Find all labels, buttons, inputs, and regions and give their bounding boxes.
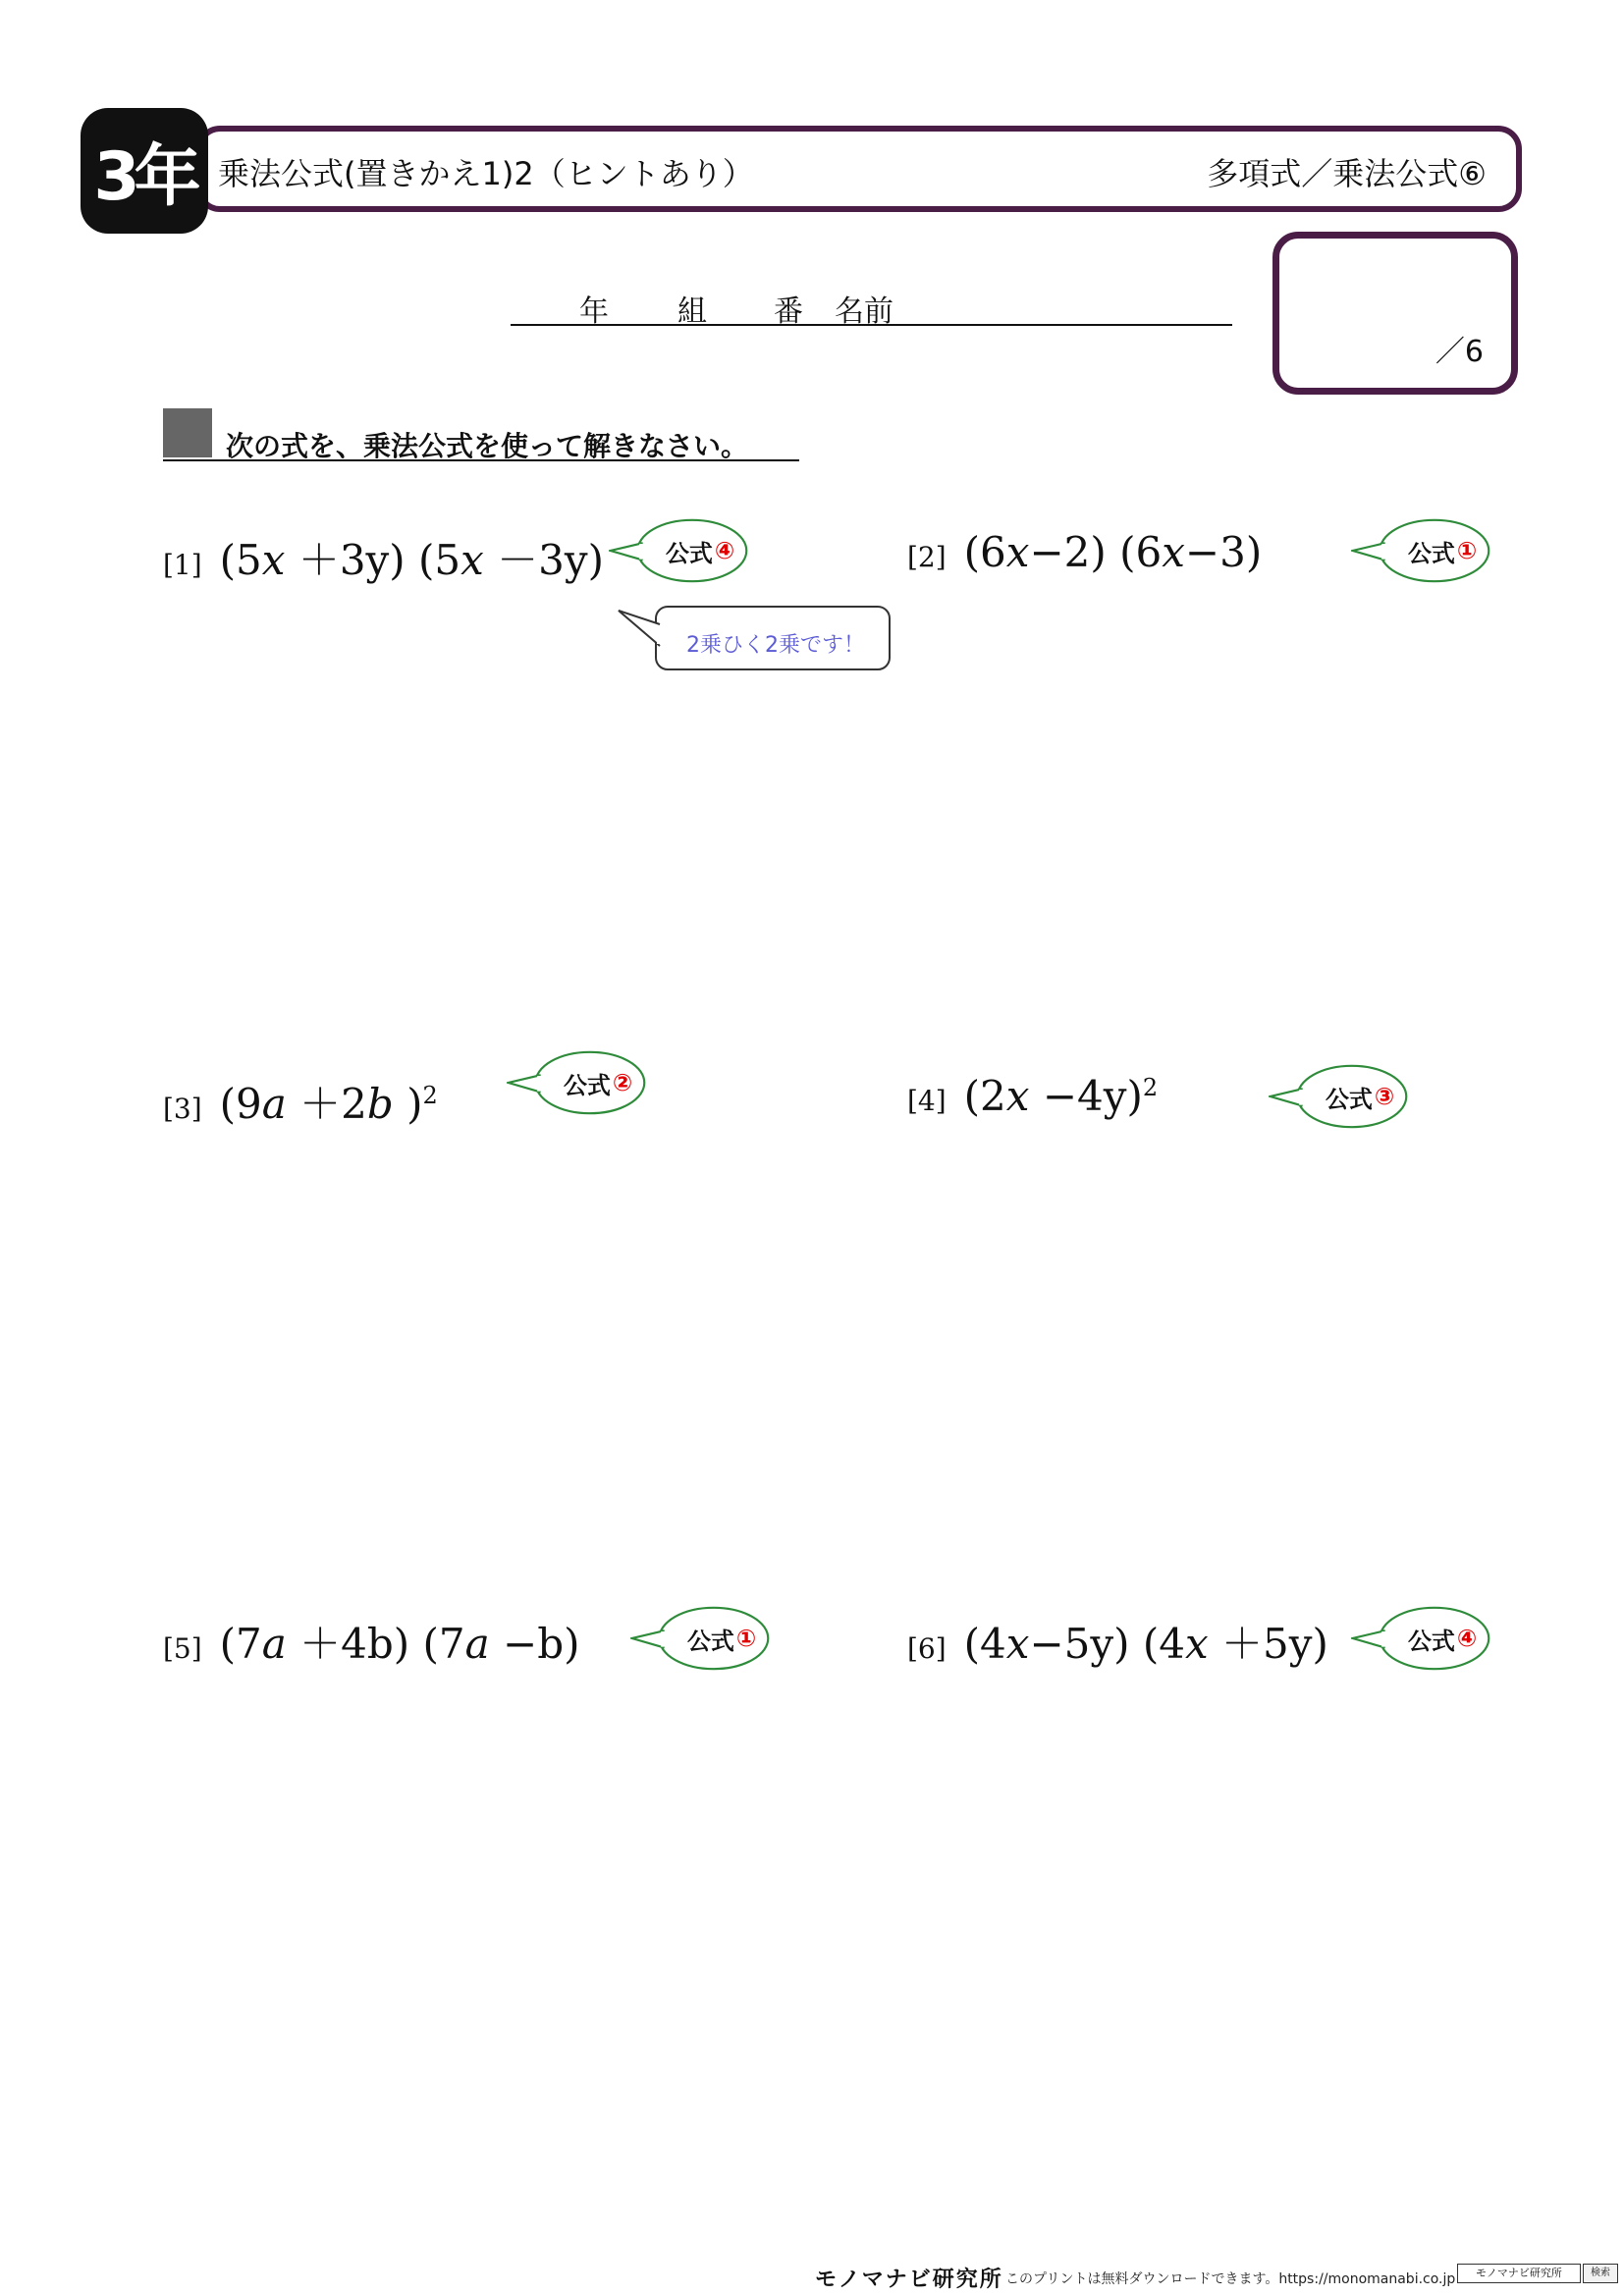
formula-bubble-1	[630, 512, 770, 589]
score-total: ／6	[1435, 335, 1484, 369]
formula-label: 公式	[1407, 539, 1455, 567]
formula-number: ②	[612, 1069, 633, 1096]
formula-number: ①	[735, 1625, 757, 1652]
formula-number: ④	[1456, 1625, 1478, 1652]
footer-text: このプリントは無料ダウンロードできます。https://monomanabi.co.jp	[1005, 2271, 1456, 2287]
formula-label: 公式	[1325, 1085, 1373, 1113]
formula-number: ④	[714, 537, 735, 564]
formula-bubble-6	[1373, 1600, 1512, 1677]
hint-text: 2乗ひく2乗です！	[686, 632, 865, 658]
name-label: 名前	[835, 294, 893, 329]
problem-number: [2]	[907, 541, 947, 573]
problem-number: [3]	[163, 1093, 202, 1125]
problem-2: [2] (6x−2) (6x−3)	[907, 528, 1263, 576]
year-label: 年	[579, 294, 609, 329]
name-line[interactable]	[511, 285, 1232, 329]
section-marker	[163, 408, 212, 457]
problem-number: [1]	[163, 549, 202, 581]
footer-search-input[interactable]: モノマナビ研究所	[1457, 2264, 1581, 2283]
problem-5: [5] (7a ＋4b) (7a −b)	[163, 1620, 580, 1668]
formula-bubble-2	[1373, 512, 1512, 589]
formula-label: 公式	[563, 1071, 611, 1099]
footer-search-button[interactable]: 検索	[1583, 2264, 1618, 2283]
formula-number: ①	[1456, 537, 1478, 564]
problem-6: [6] (4x−5y) (4x ＋5y)	[907, 1620, 1328, 1668]
problem-number: [4]	[907, 1085, 947, 1117]
number-label: 番	[774, 294, 803, 329]
instruction: 次の式を、乗法公式を使って解きなさい。	[226, 430, 749, 462]
instruction-underline	[163, 459, 799, 461]
formula-bubble-4	[1290, 1058, 1430, 1135]
problem-4: [4] $(2x -4y)^2$	[907, 1072, 1159, 1120]
worksheet-topic: 多項式／乗法公式⑥	[1207, 155, 1487, 192]
problem-number: [5]	[163, 1632, 202, 1665]
grade-badge: 3年	[81, 108, 208, 234]
class-label: 組	[677, 294, 707, 329]
score-box[interactable]	[1272, 232, 1518, 395]
footer-logo: モノマナビ研究所	[815, 2268, 1003, 2292]
worksheet-title: 乗法公式(置きかえ1)2（ヒントあり）	[218, 155, 754, 192]
formula-label: 公式	[665, 539, 713, 567]
problem-3: [3] (9a ＋2b )$^2$	[163, 1080, 438, 1128]
problem-number: [6]	[907, 1632, 947, 1665]
formula-bubble-5	[652, 1600, 791, 1677]
formula-bubble-3	[528, 1044, 668, 1121]
formula-number: ③	[1374, 1083, 1395, 1110]
formula-label: 公式	[1407, 1627, 1455, 1655]
formula-label: 公式	[686, 1627, 734, 1655]
problem-1: [1] (5x ＋3y) (5x －3y)	[163, 536, 604, 584]
